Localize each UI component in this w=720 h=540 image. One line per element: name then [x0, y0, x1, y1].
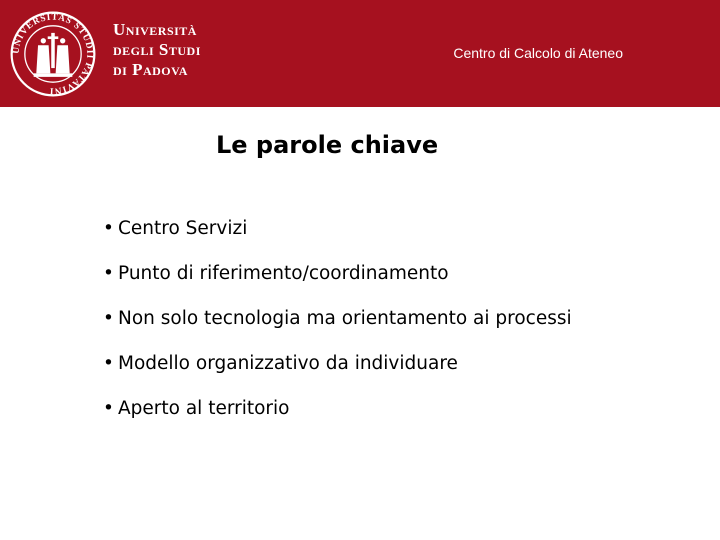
bullet-list	[103, 218, 572, 443]
list-item-text: Modello organizzativo da individuare	[118, 353, 458, 374]
list-item	[103, 263, 572, 308]
bullet-dot: •	[103, 308, 114, 329]
svg-text:UNIVERSITAS STUDII PATAVINI: UNIVERSITAS STUDII PATAVINI	[10, 11, 96, 97]
university-name-line: di Padova	[113, 60, 188, 79]
list-item	[103, 398, 572, 443]
header-subtitle: Centro di Calcolo di Ateneo	[453, 45, 623, 61]
university-seal-icon	[9, 10, 97, 98]
university-name	[113, 20, 223, 80]
list-item-text: Punto di riferimento/coordinamento	[118, 263, 449, 284]
list-item	[103, 353, 572, 398]
bullet-dot: •	[103, 353, 114, 374]
university-name-line: degli Studi	[113, 40, 201, 59]
slide-title: Le parole chiave	[216, 131, 439, 159]
university-name-line: Università	[113, 20, 197, 39]
header-bar	[0, 0, 720, 107]
list-item-text: Non solo tecnologia ma orientamento ai processi	[118, 308, 572, 329]
list-item-text: Aperto al territorio	[118, 398, 290, 419]
list-item	[103, 308, 572, 353]
list-item-text: Centro Servizi	[118, 218, 248, 239]
bullet-dot: •	[103, 218, 114, 239]
bullet-dot: •	[103, 398, 114, 419]
list-item	[103, 218, 572, 263]
bullet-dot: •	[103, 263, 114, 284]
